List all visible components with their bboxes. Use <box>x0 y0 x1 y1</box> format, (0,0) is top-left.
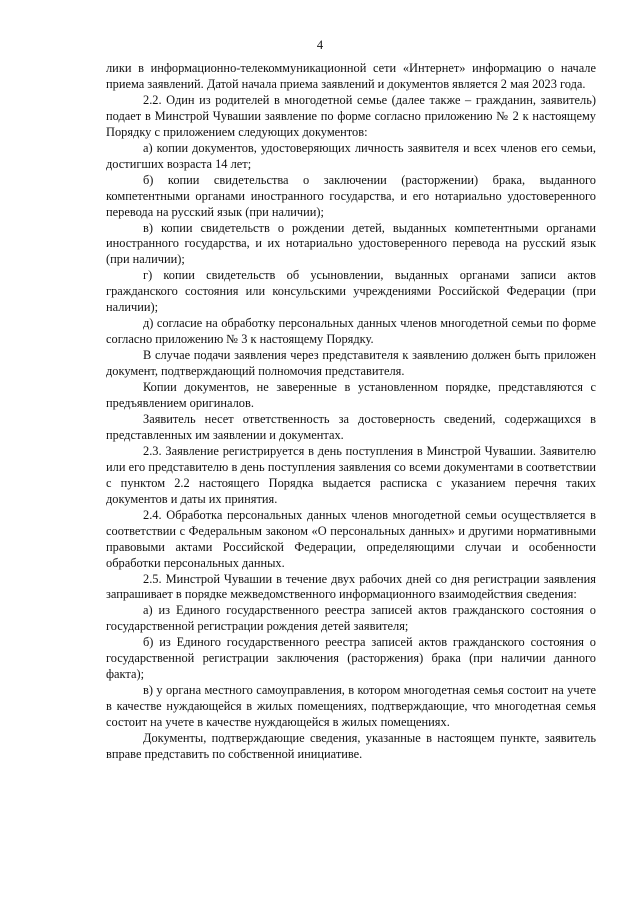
paragraph-2-3: 2.3. Заявление регистрируется в день поступления в Минстрой Чувашии. Заявителю или его представителю в день поступления заявления со всеми документами в соответствии с пунктом 2.2 настоящего Порядка выдается расписка с указанием перечня таких документов и даты их принятия. <box>106 443 596 506</box>
paragraph-own-initiative: Документы, подтверждающие сведения, указанные в настоящем пункте, заявитель вправе представить по собственной инициативе. <box>106 731 596 761</box>
list-item-b: б) копии свидетельства о заключении (расторжении) брака, выданного компетентными органами иностранного государства, и его нотариально удостоверенного перевода на русский язык (при наличии); <box>106 172 596 219</box>
document-body <box>106 61 596 763</box>
page-number: 4 <box>316 38 324 52</box>
list-item-a: а) копии документов, удостоверяющих личность заявителя и всех членов его семьи, достигших возраста 14 лет; <box>106 140 596 171</box>
paragraph-continuation: лики в информационно-телекоммуникационной сети «Интернет» информацию о начале приема заявлений. Датой начала приема заявлений и документов является 2 мая 2023 года. <box>106 61 596 91</box>
paragraph-2-4: 2.4. Обработка персональных данных членов многодетной семьи осуществляется в соответствии с Федеральным законом «О персональных данных» и другими нормативными правовыми актами Российской Федерации, определяющими случаи и особенности обработки персональных данных. <box>106 507 596 570</box>
list-item-v: в) копии свидетельств о рождении детей, выданных компетентными органами иностранного государства, и их нотариально удостоверенного перевода на русский язык (при наличии); <box>106 220 596 267</box>
paragraph-2-5: 2.5. Минстрой Чувашии в течение двух рабочих дней со дня регистрации заявления запрашивает в порядке межведомственного информационного взаимодействия сведения: <box>106 571 596 602</box>
paragraph-copies: Копии документов, не заверенные в установленном порядке, представляются с предъявлением оригиналов. <box>106 380 596 411</box>
list-item-a-2: а) из Единого государственного реестра записей актов гражданского состояния о государственной регистрации рождения детей заявителя; <box>106 603 596 634</box>
paragraph-representative: В случае подачи заявления через представителя к заявлению должен быть приложен документ, подтверждающий полномочия представителя. <box>106 348 596 379</box>
list-item-g: г) копии свидетельств об усыновлении, выданных органами записи актов гражданского состояния или консульскими учреждениями Российской Федерации (при наличии); <box>106 268 596 315</box>
paragraph-responsibility: Заявитель несет ответственность за достоверность сведений, содержащихся в представленных им заявлении и документах. <box>106 411 596 442</box>
list-item-b-2: б) из Единого государственного реестра записей актов гражданского состояния о государственной регистрации заключения (расторжения) брака (при наличии данного факта); <box>106 635 596 682</box>
list-item-v-2: в) у органа местного самоуправления, в котором многодетная семья состоит на учете в качестве нуждающейся в жилых помещениях, подтверждающие, что многодетная семья состоит на учете в качестве нуждающейся в жилых помещениях. <box>106 683 596 730</box>
list-item-d: д) согласие на обработку персональных данных членов многодетной семьи по форме согласно приложению № 3 к настоящему Порядку. <box>106 316 596 347</box>
paragraph-2-2: 2.2. Один из родителей в многодетной семье (далее также – гражданин, заявитель) подает в Минстрой Чувашии заявление по форме согласно приложению № 2 к настоящему Порядку с приложением следующих документов: <box>106 92 596 139</box>
